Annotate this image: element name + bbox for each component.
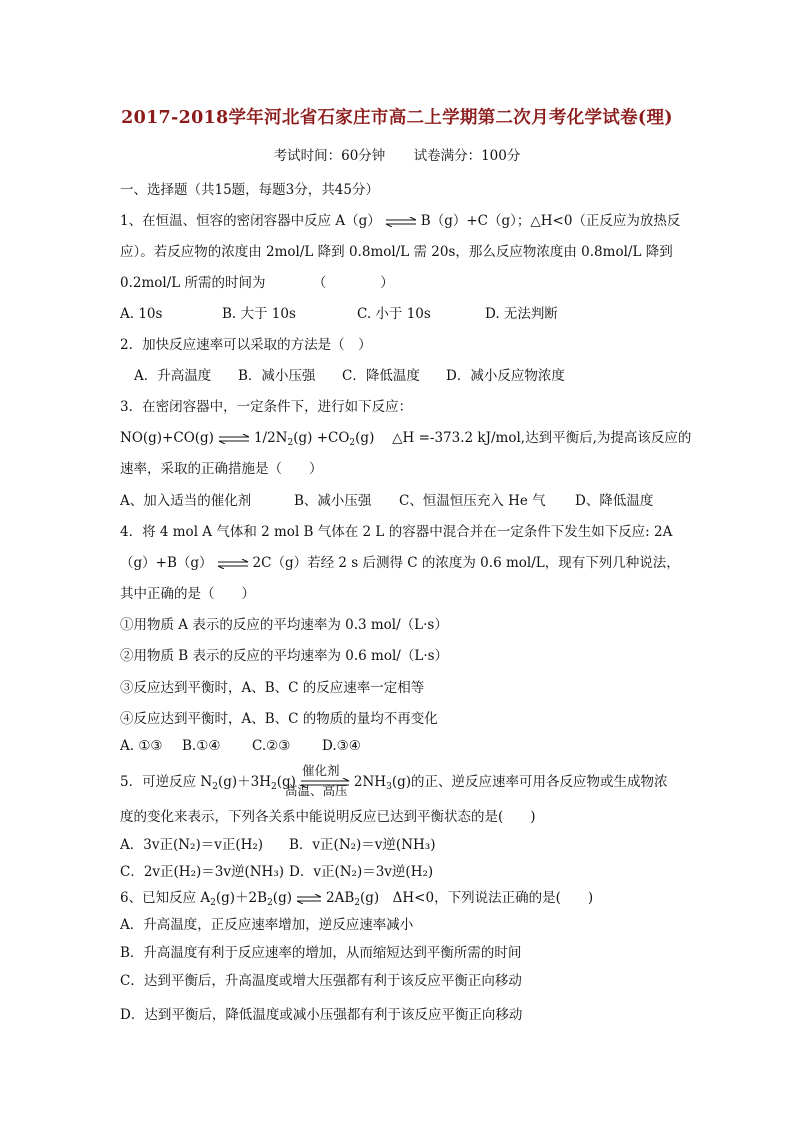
q6-option-d: D．达到平衡后，降低温度或减小压强都有利于该反应平衡正向移动 [120, 1007, 523, 1023]
q6-stem: 6、已知反应 $A_2(g)+2B_2(g)$ $2AB_2(g)$ ΔH<0，下列说法正确的是( ) [120, 890, 594, 908]
q5-options-ab [120, 833, 435, 853]
page-title: 2017-2018学年河北省石家庄市高二上学期第二次月考化学试卷(理) [121, 108, 673, 128]
q6-option-a: A．升高温度，正反应速率增加，逆反应速率减小 [120, 917, 414, 933]
q4-statement-4: ④反应达到平衡时，A、B、C 的物质的量均不再变化 [120, 711, 438, 727]
exam-score: 试卷满分：100分 [413, 148, 521, 164]
q6-option-c: C．达到平衡后，升高温度或增大压强都有利于该反应平衡正向移动 [120, 973, 522, 989]
section-heading: 一、选择题（共15题，每题3分，共45分） [120, 182, 379, 198]
q2-options [134, 364, 565, 384]
q4-options [120, 738, 361, 754]
q4-option-d: D.③④ [322, 738, 361, 754]
equilibrium-arrow-icon [296, 894, 322, 904]
q4-statement-1: ①用物质 A 表示的反应的平均速率为 0.3 mol/（L·s） [120, 617, 448, 633]
q5-line2: 度的变化来表示，下列各关系中能说明反应已达到平衡状态的是( ) [120, 809, 536, 825]
q5-conditions-label: 高温、高压 [285, 783, 348, 798]
q4-line2: （g）+B（g） 2C（g）若经 2 s 后测得 C 的浓度为 0.6 mol/L，现有下列几种说法， [120, 555, 680, 571]
q4-option-c: C.②③ [252, 738, 291, 754]
q5-option-b: B．v正(N₂)＝v逆(NH₃) [289, 837, 436, 853]
q3-line2: 速率，采取的正确措施是（ ） [120, 461, 323, 477]
q4-option-b: B.①④ [182, 738, 221, 754]
q5-catalyst-label: 催化剂 [302, 763, 340, 778]
q4-statement-3: ③反应达到平衡时，A、B、C 的反应速率一定相等 [120, 680, 425, 696]
q3-equation: NO(g)+CO(g) $1/2N_2(g) +CO_2(g)$ △H =-373.2 kJ/mol,达到平衡后,为提高该反应的 [120, 430, 692, 448]
q6-option-b: B．升高温度有利于反应速率的增加，从而缩短达到平衡所需的时间 [120, 945, 522, 961]
q5-line1: 5．可逆反应 $N_2(g)+3H_2(g)$ $2NH_3(g)$的正、逆反应速率可用各反应物或生成物浓 [120, 774, 668, 792]
q2-option-d: D．减小反应物浓度 [446, 368, 565, 384]
q1-options [120, 302, 558, 322]
q2-option-a: A．升高温度 [134, 368, 212, 384]
q5-option-d: D．v正(N₂)＝3v逆(H₂) [289, 864, 434, 880]
q4-statement-2: ②用物质 B 表示的反应的平均速率为 0.6 mol/（L·s） [120, 648, 449, 664]
q3-option-a: A、加入适当的催化剂 [120, 493, 252, 509]
q3-option-b: B、减小压强 [294, 493, 372, 509]
q1-option-c: C. 小于 10s [357, 306, 431, 322]
q3-option-c: C、恒温恒压充入 He 气 [399, 493, 546, 509]
q4-line1: 4．将 4 mol A 气体和 2 mol B 气体在 2 L 的容器中混合并在一定条件下发生如下反应: 2A [120, 524, 673, 540]
exam-time: 考试时间：60分钟 [273, 148, 386, 164]
equilibrium-arrow-icon [218, 434, 250, 444]
q1-line1: 1、在恒温、恒容的密闭容器中反应 A（g） B（g）+C（g）；△H<0（正反应为放热反 [120, 213, 681, 229]
q5-option-c: C．2v正(H₂)＝3v逆(NH₃) [120, 864, 285, 880]
q1-line3: 0.2mol/L 所需的时间为 （ ） [120, 275, 394, 291]
q1-option-b: B. 大于 10s [222, 306, 296, 322]
exam-meta [0, 144, 794, 164]
q3-options [120, 489, 653, 509]
q2-option-c: C．降低温度 [342, 368, 420, 384]
q1-line2: 应）。若反应物的浓度由 2mol/L 降到 0.8mol/L 需 20s，那么反应物浓度由 0.8mol/L 降到 [120, 244, 673, 260]
q2-option-b: B．减小压强 [238, 368, 316, 384]
q5-option-a: A．3v正(N₂)＝v正(H₂) [120, 837, 264, 853]
q4-option-a: A. ①③ [120, 738, 163, 754]
q3-option-d: D、降低温度 [575, 493, 654, 509]
equilibrium-arrow-icon [385, 217, 417, 227]
q4-line3: 其中正确的是（ ） [120, 586, 255, 602]
q1-option-a: A. 10s [120, 306, 163, 322]
equilibrium-arrow-icon [217, 559, 249, 569]
q2-stem: 2．加快反应速率可以采取的方法是（ ） [120, 337, 372, 353]
q3-stem: 3．在密闭容器中，一定条件下，进行如下反应： [120, 399, 413, 415]
q5-options-cd [120, 860, 433, 880]
q1-option-d: D. 无法判断 [485, 306, 558, 322]
